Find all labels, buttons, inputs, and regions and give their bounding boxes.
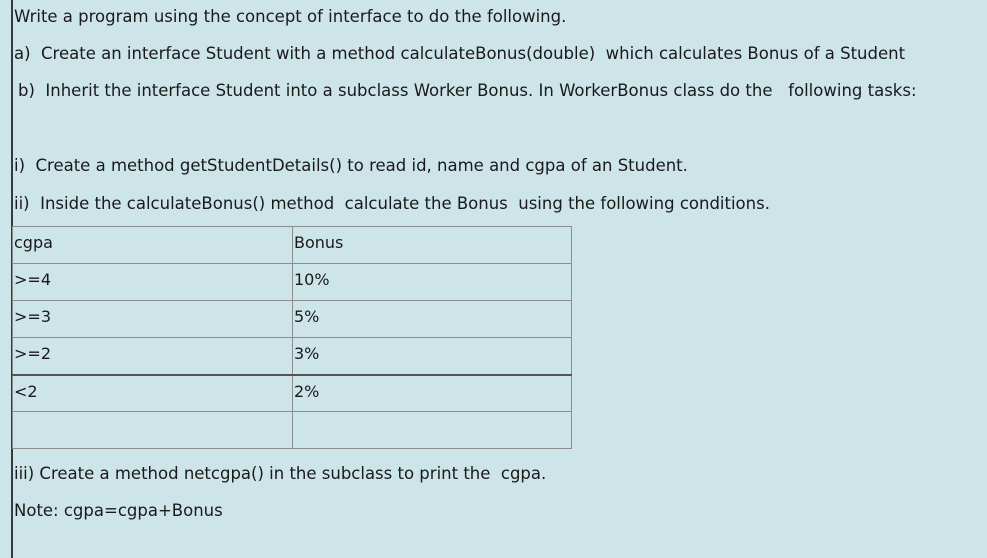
intro-text: Write a program using the concept of interface to do the following. [14,7,567,26]
table-row [13,338,572,375]
part-a-text: a) Create an interface Student with a method calculateBonus(double) which calculates Bonus of a Student [14,44,906,63]
cgpa-cell: >=3 [13,301,293,338]
task-ii-text: ii) Inside the calculateBonus() method calculate the Bonus using the following conditions. [14,194,770,213]
bonus-cell: 10% [293,264,572,301]
task-i-text: i) Create a method getStudentDetails() to read id, name and cgpa of an Student. [14,156,688,175]
table-row [13,301,572,338]
table-row [13,264,572,301]
cgpa-cell: >=4 [13,264,293,301]
cgpa-cell: <2 [13,375,293,412]
note-text: Note: cgpa=cgpa+Bonus [14,501,223,520]
bonus-cell: 2% [293,375,572,412]
part-b-text: b) Inherit the interface Student into a subclass Worker Bonus. In WorkerBonus class do the following tasks: [18,81,917,100]
bonus-cell: 3% [293,338,572,375]
table-row [13,412,572,449]
header-cgpa: cgpa [13,227,293,264]
task-iii-text: iii) Create a method netcgpa() in the subclass to print the cgpa. [14,464,547,483]
bonus-cell [293,412,572,449]
table-header-row [13,227,572,264]
cgpa-cell: >=2 [13,338,293,375]
bonus-table [12,226,572,449]
header-bonus: Bonus [293,227,572,264]
cgpa-cell [13,412,293,449]
bonus-cell: 5% [293,301,572,338]
table-row [13,375,572,412]
